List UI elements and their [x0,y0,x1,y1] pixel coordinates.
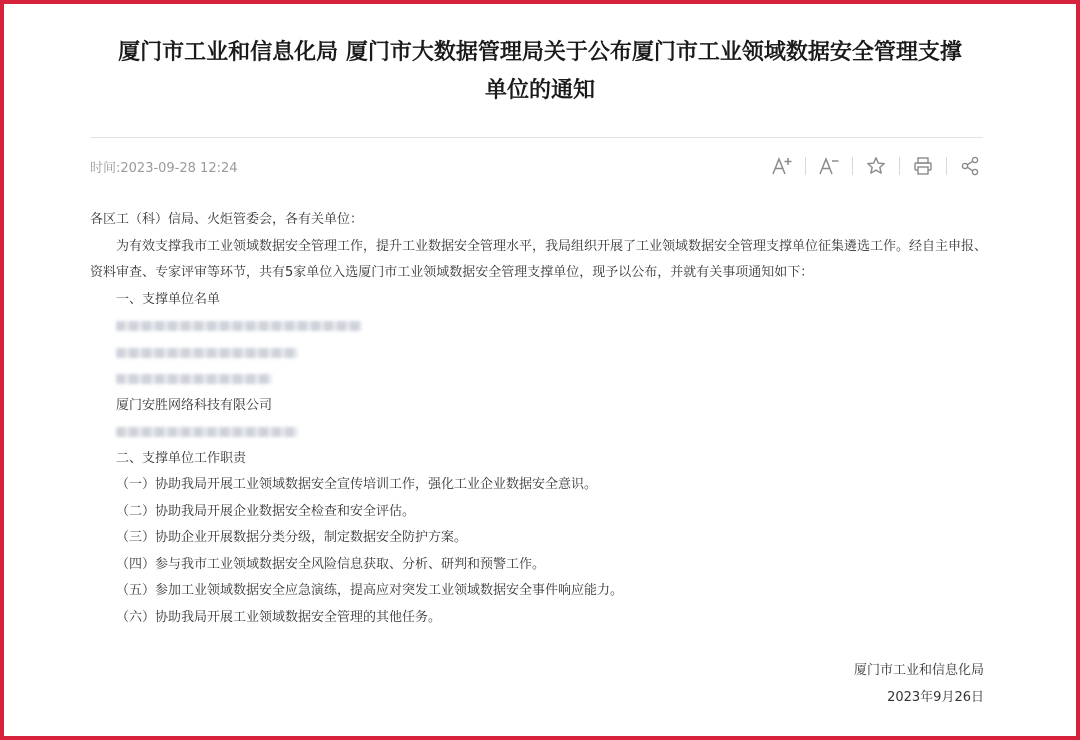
toolbar-separator [852,157,853,175]
publish-time: 时间:2023-09-28 12:24 [90,161,238,176]
duty-item: （六）协助我局开展工业领域数据安全管理的其他任务。 [116,609,442,625]
printer-icon [913,156,933,176]
redacted-company [90,340,990,367]
signoff-date: 2023年9月26日 [887,689,984,705]
toolbar-separator [805,157,806,175]
title-divider [90,137,983,138]
section-heading-1: 一、支撑单位名单 [116,291,221,307]
salutation: 各区工（科）信局、火炬管委会，各有关单位： [90,212,364,227]
duty-item: （五）参加工业领域数据安全应急演练，提高应对突发工业领域数据安全事件响应能力。 [116,583,624,598]
article-title-line-2: 单位的通知 [484,78,595,103]
duty-item: （四）参与我市工业领域数据安全风险信息获取、分析、研判和预警工作。 [116,556,546,572]
font-increase-icon [771,156,793,176]
signoff-organization: 厦门市工业和信息化局 [853,663,984,678]
section-heading-2: 二、支撑单位工作职责 [116,450,247,466]
font-decrease-icon [818,156,840,176]
redacted-company [90,419,990,446]
article-body [90,207,990,631]
font-increase-button[interactable] [768,152,796,180]
signoff [854,658,984,711]
share-button[interactable] [956,152,984,180]
article-toolbar [768,152,984,180]
duty-item: （三）协助企业开展数据分类分级，制定数据安全防护方案。 [116,530,468,545]
toolbar-separator [946,157,947,175]
intro-paragraph: 为有效支撑我市工业领域数据安全管理工作，提升工业数据安全管理水平，我局组织开展了工业领域数据安全管理支撑单位征集遴选工作。经自主申报、资料审查、专家评审等环节，共有5家单位入选厦门市工业领域数据安全管理支撑单位，现予以公布，并就有关事项通知如下： [90,238,988,280]
favorite-button[interactable] [862,152,890,180]
star-icon [866,156,886,176]
toolbar-separator [899,157,900,175]
font-decrease-button[interactable] [815,152,843,180]
duty-item: （一）协助我局开展工业领域数据安全宣传培训工作，强化工业企业数据安全意识。 [116,477,598,492]
company-item: 厦门安胜网络科技有限公司 [116,397,273,413]
redacted-company [90,366,990,393]
article-title-line-1: 厦门市工业和信息化局 厦门市大数据管理局关于公布厦门市工业领域数据安全管理支撑 [118,40,962,65]
duty-item: （二）协助我局开展企业数据安全检查和安全评估。 [116,503,416,519]
redacted-company [90,313,990,340]
article-title [80,34,1000,110]
share-icon [960,156,980,176]
print-button[interactable] [909,152,937,180]
